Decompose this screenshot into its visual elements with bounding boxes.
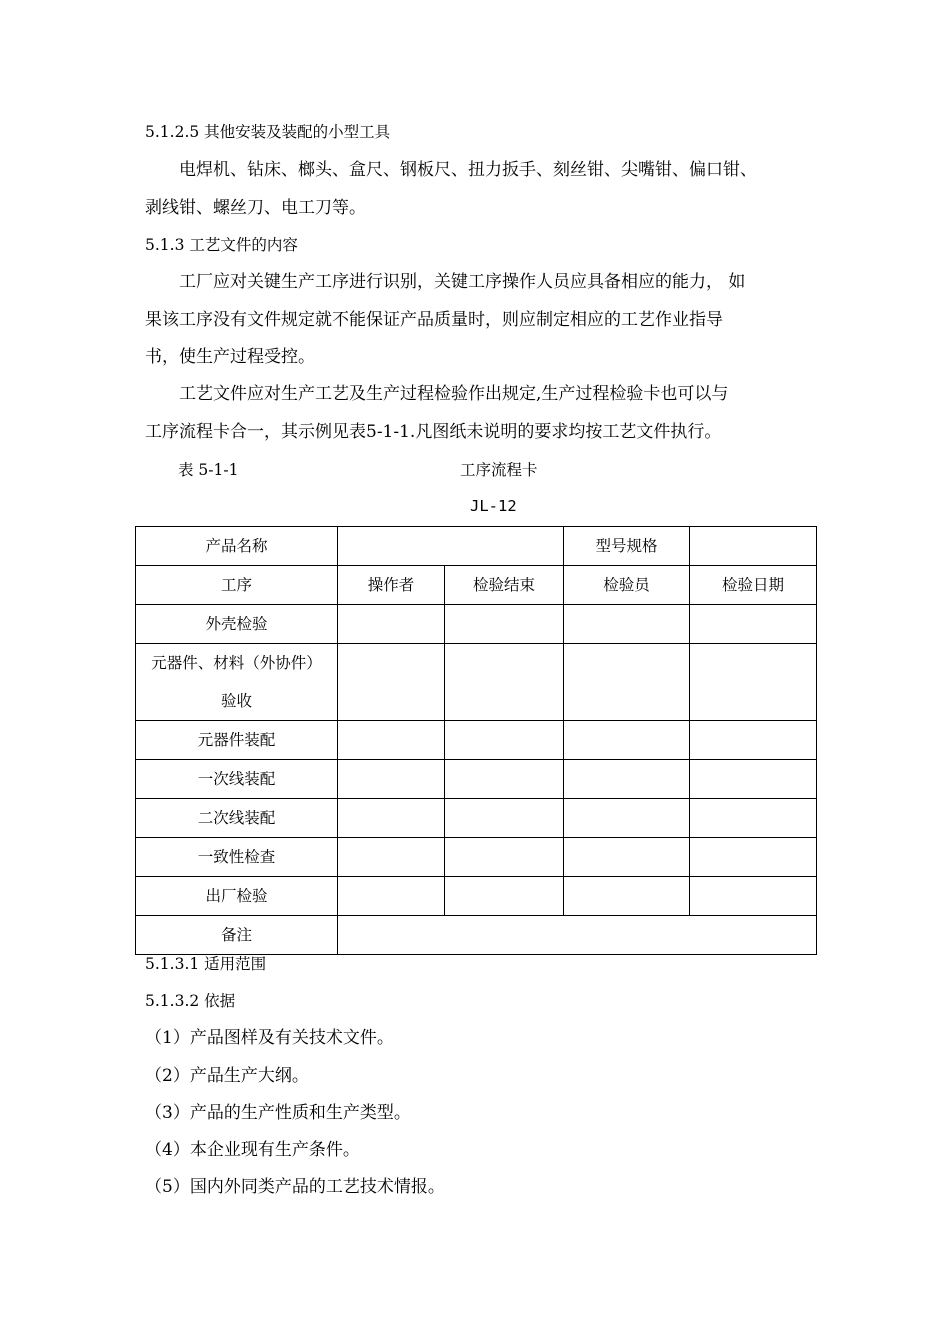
header-inspector: 检验员 <box>564 566 690 605</box>
basis-item-2: （2）产品生产大纲。 <box>145 1066 309 1086</box>
process-cell-line-1: 元器件、材料（外协件） <box>151 654 322 672</box>
process-cell <box>136 644 338 721</box>
inspection-date-cell[interactable] <box>690 799 817 838</box>
inspection-end-cell[interactable] <box>445 760 564 799</box>
remarks-value-cell[interactable] <box>338 916 817 955</box>
paragraph-2-line-2: 工序流程卡合一，其示例见表5-1-1.凡图纸未说明的要求均按工艺文件执行。 <box>145 422 722 442</box>
section-heading-513: 5.1.3 工艺文件的内容 <box>145 236 298 254</box>
table-code-caption: JL-12 <box>470 497 517 515</box>
section-heading-5131: 5.1.3.1 适用范围 <box>145 955 267 973</box>
model-value-cell[interactable] <box>690 527 817 566</box>
tools-paragraph-line-1: 电焊机、钻床、榔头、盒尺、钢板尺、扭力扳手、刻丝钳、尖嘴钳、偏口钳、 <box>179 160 757 180</box>
basis-item-5: （5）国内外同类产品的工艺技术情报。 <box>145 1177 445 1197</box>
inspector-cell[interactable] <box>564 760 690 799</box>
inspection-date-cell[interactable] <box>690 877 817 916</box>
header-operator: 操作者 <box>338 566 445 605</box>
header-inspection-date: 检验日期 <box>690 566 817 605</box>
inspection-date-cell[interactable] <box>690 605 817 644</box>
inspector-cell[interactable] <box>564 721 690 760</box>
table-row <box>136 877 817 916</box>
table-title-caption: 工序流程卡 <box>460 461 538 479</box>
table-row <box>136 605 817 644</box>
inspection-end-cell[interactable] <box>445 838 564 877</box>
table-row <box>136 799 817 838</box>
process-cell-line-2: 验收 <box>220 692 252 710</box>
process-cell: 二次线装配 <box>136 799 338 838</box>
inspection-date-cell[interactable] <box>690 838 817 877</box>
process-cell: 一次线装配 <box>136 760 338 799</box>
table-row <box>136 527 817 566</box>
table-number-caption: 表 5-1-1 <box>178 461 239 479</box>
inspector-cell[interactable] <box>564 644 690 721</box>
table-row <box>136 644 817 721</box>
basis-item-3: （3）产品的生产性质和生产类型。 <box>145 1103 411 1123</box>
header-process: 工序 <box>136 566 338 605</box>
paragraph-1-line-2: 果该工序没有文件规定就不能保证产品质量时，则应制定相应的工艺作业指导 <box>145 310 723 330</box>
tools-paragraph-line-2: 剥线钳、螺丝刀、电工刀等。 <box>145 198 366 218</box>
paragraph-2-line-1: 工艺文件应对生产工艺及生产过程检验作出规定,生产过程检验卡也可以与 <box>179 384 729 404</box>
section-heading-5125: 5.1.2.5 其他安装及装配的小型工具 <box>145 123 391 141</box>
table-row <box>136 721 817 760</box>
table-row <box>136 838 817 877</box>
operator-cell[interactable] <box>338 605 445 644</box>
inspector-cell[interactable] <box>564 877 690 916</box>
table-header-row <box>136 566 817 605</box>
inspection-end-cell[interactable] <box>445 605 564 644</box>
section-heading-5132: 5.1.3.2 依据 <box>145 992 236 1010</box>
process-cell: 外壳检验 <box>136 605 338 644</box>
product-name-label: 产品名称 <box>136 527 338 566</box>
inspector-cell[interactable] <box>564 838 690 877</box>
paragraph-1-line-3: 书，使生产过程受控。 <box>145 347 315 367</box>
inspection-end-cell[interactable] <box>445 644 564 721</box>
process-flow-card-table <box>135 526 817 955</box>
operator-cell[interactable] <box>338 799 445 838</box>
paragraph-1-line-1: 工厂应对关键生产工序进行识别，关键工序操作人员应具备相应的能力， 如 <box>179 272 746 292</box>
operator-cell[interactable] <box>338 838 445 877</box>
inspector-cell[interactable] <box>564 799 690 838</box>
operator-cell[interactable] <box>338 644 445 721</box>
product-name-value-cell[interactable] <box>338 527 564 566</box>
table-row <box>136 760 817 799</box>
table-remarks-row <box>136 916 817 955</box>
operator-cell[interactable] <box>338 760 445 799</box>
operator-cell[interactable] <box>338 721 445 760</box>
remarks-label: 备注 <box>136 916 338 955</box>
model-label: 型号规格 <box>564 527 690 566</box>
inspection-end-cell[interactable] <box>445 721 564 760</box>
process-cell: 元器件装配 <box>136 721 338 760</box>
basis-item-4: （4）本企业现有生产条件。 <box>145 1140 360 1160</box>
inspection-date-cell[interactable] <box>690 760 817 799</box>
inspection-date-cell[interactable] <box>690 721 817 760</box>
basis-item-1: （1）产品图样及有关技术文件。 <box>145 1028 394 1048</box>
inspection-date-cell[interactable] <box>690 644 817 721</box>
inspection-end-cell[interactable] <box>445 877 564 916</box>
inspector-cell[interactable] <box>564 605 690 644</box>
process-cell: 一致性检查 <box>136 838 338 877</box>
inspection-end-cell[interactable] <box>445 799 564 838</box>
process-cell: 出厂检验 <box>136 877 338 916</box>
header-inspection-end: 检验结束 <box>445 566 564 605</box>
operator-cell[interactable] <box>338 877 445 916</box>
